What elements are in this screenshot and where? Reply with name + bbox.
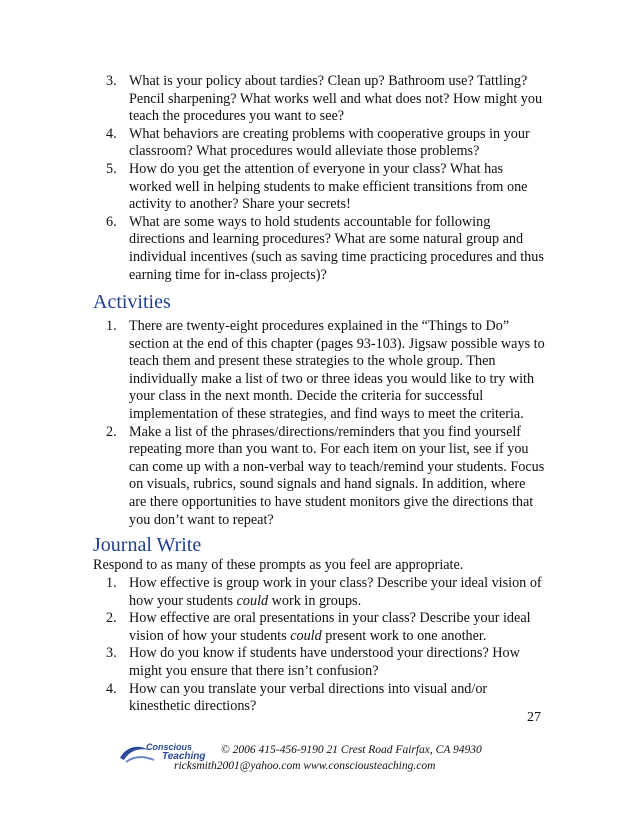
list-item-text: There are twenty-eight procedures explained in the “Things to Do” section at the end of this chapter (pages 93-103). Jigsaw possible ways to teach them and present these strategies to the whole group. Then individually make a list of two or three ideas you would like to try with your class in the next month. Decide the criteria for successful implementation of these strategies, and find ways to meet the criteria. [129,318,545,422]
list-item: 1. There are twenty-eight procedures explained in the “Things to Do” section at the end of this chapter (pages 93-103). Jigsaw possible ways to teach them and present these strategies to the whole group. Then individually make a list of two or three ideas you would like to try with your class in the next month. Decide the criteria for successful implementation of these strategies, and find ways to meet the criteria. [106,318,545,422]
list-item-text: How effective is group work in your class? Describe your ideal vision of how your students could work in groups. [129,575,542,609]
list-item-text: What are some ways to hold students accountable for following directions and learning procedures? What are some natural group and individual incentives (such as saving time practicing procedures and thus earning time for in-class projects)? [129,213,544,283]
journal-list [106,575,546,716]
list-item: 4. What behaviors are creating problems with cooperative groups in your classroom? What procedures would alleviate those problems? [106,125,530,160]
list-item-text: What is your policy about tardies? Clean up? Bathroom use? Tattling? Pencil sharpening? What works well and what does not? How might you teach the procedures you want to see? [129,73,543,125]
journal-intro: Respond to as many of these prompts as you feel are appropriate. [93,557,464,573]
footer [118,738,538,778]
list-item: 5. How do you get the attention of everyone in your class? What has worked well in helping students to make efficient transitions from one activity to another? Share your secrets! [106,160,528,213]
list-item: 2. How effective are oral presentations in your class? Describe your ideal vision of how your students could present work to one another. [106,610,531,644]
list-item-text: How can you translate your verbal directions into visual and/or kinesthetic directions? [129,680,488,715]
logo-text-line1: Conscious [146,742,193,752]
list-item-text: What behaviors are creating problems with cooperative groups in your classroom? What procedures would alleviate those problems? [129,125,530,160]
list-item: 3. What is your policy about tardies? Clean up? Bathroom use? Tattling? Pencil sharpening? What works well and what does not? How might you teach the procedures you want to see? [106,73,543,125]
list-item-text: How do you know if students have understood your directions? How might you ensure that there isn’t confusion? [129,645,520,679]
section-heading-journal: Journal Write [93,534,202,556]
list-item: 6. What are some ways to hold students accountable for following directions and learning procedures? What are some natural group and individual incentives (such as saving time practicing procedures and thus earning time for in-class projects)? [106,213,544,283]
list-item-text: How do you get the attention of everyone in your class? What has worked well in helping students to make efficient transitions from one activity to another? Share your secrets! [129,160,528,213]
list-item-text: How effective are oral presentations in your class? Describe your ideal vision of how your students could present work to one another. [129,610,531,644]
list-item: 4. How can you translate your verbal directions into visual and/or kinesthetic directions? [106,680,488,715]
list-item: 3. How do you know if students have understood your directions? How might you ensure that there isn’t confusion? [106,645,520,679]
list-item: 1. How effective is group work in your class? Describe your ideal vision of how your students could work in groups. [106,575,542,609]
logo-text-line2: Teaching [162,751,206,762]
footer-contact-line: © 2006 415-456-9190 21 Crest Road Fairfax, CA 94930 [221,744,482,756]
footer-web-line: ricksmith2001@yahoo.com www.consciousteaching.com [174,760,436,772]
list-item-text: Make a list of the phrases/directions/reminders that you find yourself repeating more than you want to. For each item on your list, see if you can come up with a non-verbal way to teach/remind your students. Focus on visuals, rubrics, sound signals and hand signals. In addition, where are there opportunities to have student monitors give the directions that you don’t want to repeat? [129,423,545,528]
section-heading-activities: Activities [93,291,171,313]
list-item: 2. Make a list of the phrases/directions/reminders that you find yourself repeating more than you want to. For each item on your list, see if you can come up with a non-verbal way to teach/remind your students. Focus on visuals, rubrics, sound signals and hand signals. In addition, where are there opportunities to have student monitors give the directions that you don’t want to repeat? [106,423,545,528]
page-number: 27 [527,710,541,725]
question-list [106,73,546,284]
activities-list [106,318,546,529]
